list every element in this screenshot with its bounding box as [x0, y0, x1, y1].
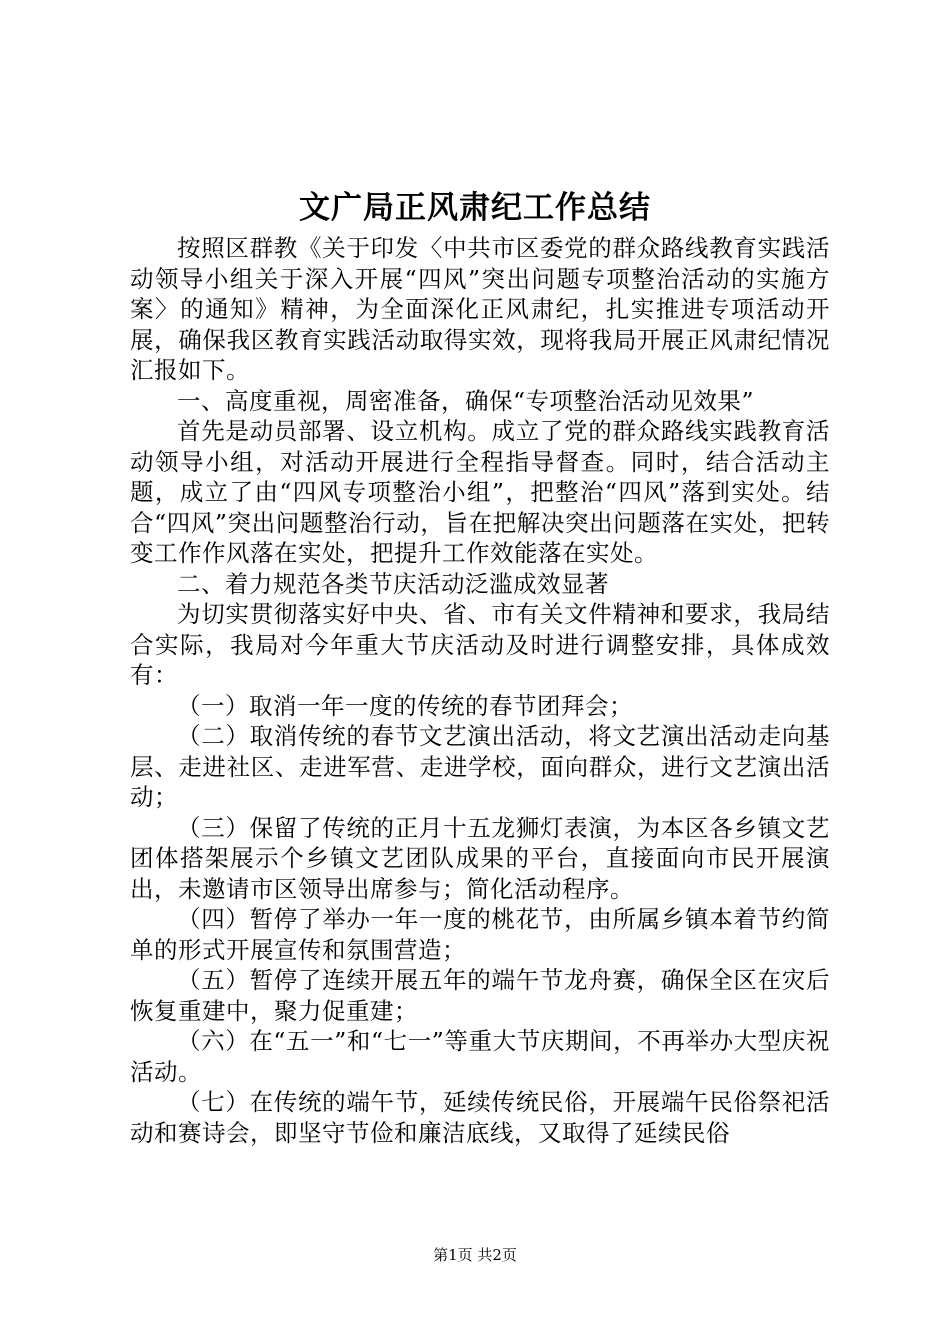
list-item-1: （一）取消一年一度的传统的春节团拜会；: [177, 691, 633, 720]
section-heading-2: 二、着力规范各类节庆活动泛滥成效显著: [177, 569, 609, 598]
page-footer: 第1页 共2页: [433, 1246, 517, 1264]
list-item-7: （七）在传统的端午节，延续传统民俗，开展端午民俗祭祀活动和赛诗会，即坚守节俭和廉洁底线，又取得了延续民俗: [130, 1088, 830, 1147]
list-item-5: （五）暂停了连续开展五年的端午节龙舟赛，确保全区在灾后恢复重建中，聚力促重建；: [130, 966, 830, 1025]
paragraph-intro: 按照区群教《关于印发〈中共市区委党的群众路线教育实践活动领导小组关于深入开展“四风”突出问题专项整治活动的实施方案〉的通知》精神，为全面深化正风肃纪，扎实推进专项活动开展，确保我区教育实践活动取得实效，现将我局开展正风肃纪情况汇报如下。: [130, 234, 830, 384]
list-item-3: （三）保留了传统的正月十五龙狮灯表演，为本区各乡镇文艺团体搭架展示个乡镇文艺团队成果的平台，直接面向市民开展演出，未邀请市区领导出席参与；简化活动程序。: [130, 813, 830, 903]
list-item-2: （二）取消传统的春节文艺演出活动，将文艺演出活动走向基层、走进社区、走进军营、走进学校，面向群众，进行文艺演出活动；: [130, 722, 830, 811]
list-item-4: （四）暂停了举办一年一度的桃花节，由所属乡镇本着节约简单的形式开展宣传和氛围营造；: [130, 905, 830, 964]
paragraph-section-2: 为切实贯彻落实好中央、省、市有关文件精神和要求，我局结合实际，我局对今年重大节庆活动及时进行调整安排，具体成效有：: [130, 600, 830, 689]
list-item-6: （六）在“五一”和“七一”等重大节庆期间，不再举办大型庆祝活动。: [130, 1027, 830, 1086]
section-heading-1: 一、高度重视，周密准备，确保“专项整治活动见效果”: [177, 386, 755, 415]
paragraph-section-1: 首先是动员部署、设立机构。成立了党的群众路线实践教育活动领导小组，对活动开展进行全程指导督查。同时，结合活动主题，成立了由“四风专项整治小组”，把整治“四风”落到实处。结合“四风”突出问题整治行动，旨在把解决突出问题落在实处，把转变工作作风落在实处，把提升工作效能落在实处。: [130, 417, 830, 567]
document-body: [130, 233, 830, 1148]
document-title: 文广局正风肃纪工作总结: [299, 190, 651, 226]
